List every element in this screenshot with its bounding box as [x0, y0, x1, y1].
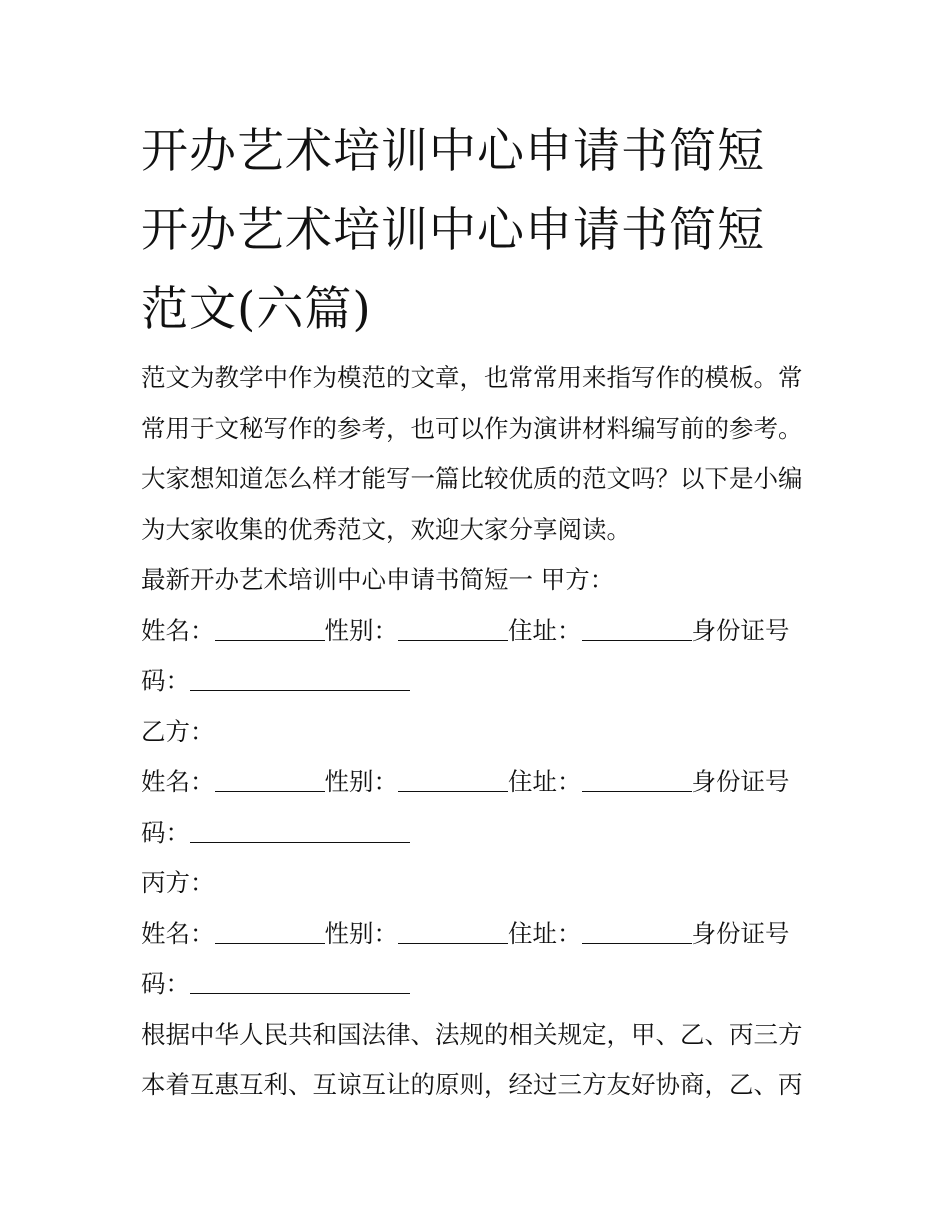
title-line-2: 开办艺术培训中心申请书简短 [141, 203, 765, 258]
name-blank [215, 917, 325, 944]
id-label-suffix: 码： [141, 817, 190, 847]
id-label-suffix: 码： [141, 969, 190, 998]
intro-line: 大家想知道怎么样才能写一篇比较优质的范文吗？以下是小编 [141, 464, 803, 493]
address-label: 住址： [508, 767, 582, 796]
name-blank [215, 614, 325, 641]
name-label: 姓名： [141, 615, 215, 645]
closing-line: 根据中华人民共和国法律、法规的相关规定，甲、乙、丙三方 [141, 1019, 803, 1049]
form-row-id [141, 808, 821, 859]
form-row-id [141, 656, 821, 707]
id-blank [190, 967, 410, 994]
gender-label: 性别： [324, 918, 398, 948]
document-title [141, 112, 821, 349]
intro-line: 常用于文秘写作的参考，也可以作为演讲材料编写前的参考。 [141, 413, 803, 443]
id-blank [190, 664, 410, 691]
section-heading: 最新开办艺术培训中心申请书简短一 甲方： [141, 565, 615, 594]
gender-blank [398, 917, 508, 944]
party-b-form [141, 757, 821, 858]
intro-paragraph [141, 353, 821, 555]
address-blank [582, 917, 692, 944]
form-row-main [141, 757, 821, 808]
gender-blank [398, 614, 508, 641]
name-label: 姓名： [141, 767, 215, 796]
address-label: 住址： [508, 918, 582, 948]
name-blank [215, 765, 325, 792]
id-label-suffix: 码： [141, 666, 190, 695]
name-label: 姓名： [141, 918, 215, 948]
id-label-prefix: 身份证号 [691, 918, 790, 948]
id-blank [190, 816, 410, 843]
address-label: 住址： [508, 615, 582, 645]
id-label-prefix: 身份证号 [691, 767, 790, 796]
address-blank [582, 614, 692, 641]
title-line-1: 开办艺术培训中心申请书简短 [141, 124, 765, 179]
id-label-prefix: 身份证号 [691, 615, 790, 645]
party-c-label: 丙方： [141, 868, 215, 897]
form-row-main [141, 909, 821, 960]
form-row-main [141, 606, 821, 657]
title-line-3: 范文(六篇) [141, 282, 372, 337]
gender-label: 性别： [324, 767, 398, 796]
party-a-form [141, 606, 821, 707]
gender-blank [398, 765, 508, 792]
intro-line: 为大家收集的优秀范文，欢迎大家分享阅读。 [141, 514, 631, 544]
gender-label: 性别： [324, 615, 398, 645]
party-c-form [141, 909, 821, 1010]
party-b-label: 乙方： [141, 716, 215, 746]
closing-paragraph [141, 1010, 821, 1111]
form-row-id [141, 959, 821, 1010]
closing-line: 本着互惠互利、互谅互让的原则，经过三方友好协商，乙、丙 [141, 1070, 803, 1099]
intro-line: 范文为教学中作为模范的文章，也常常用来指写作的模板。常 [141, 363, 803, 392]
document-page [141, 112, 821, 1111]
address-blank [582, 765, 692, 792]
